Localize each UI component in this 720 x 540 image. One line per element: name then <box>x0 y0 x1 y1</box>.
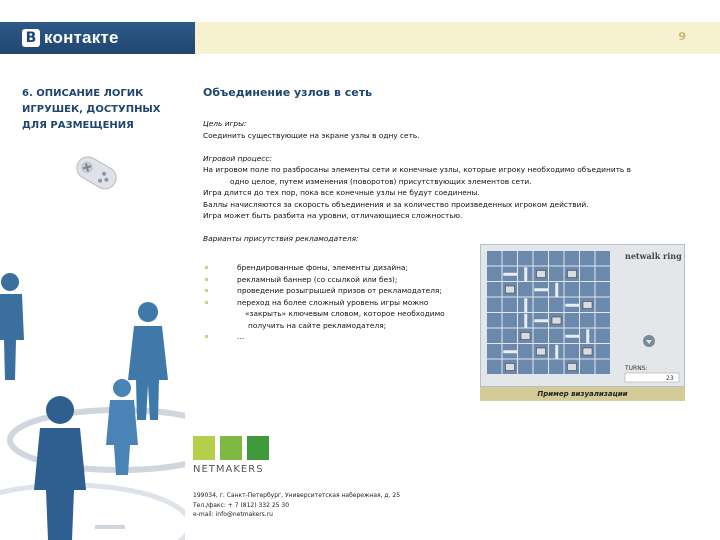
logo-text: контакте <box>44 28 119 47</box>
network-pipe <box>524 298 527 312</box>
list-item: переход на более сложный уровень игры можно «закрыть» ключевым словом, которое необходимо получить на сайте рекламодателя; <box>203 297 468 332</box>
rotate-icon <box>643 335 655 347</box>
network-node <box>506 286 515 293</box>
game-description <box>203 118 703 245</box>
board-cell <box>487 251 502 266</box>
network-pipe <box>586 329 589 343</box>
ad-heading: Варианты присутствия рекламодателя: <box>203 234 359 243</box>
board-cell <box>518 360 533 375</box>
board-cell <box>565 282 580 297</box>
network-node <box>537 348 546 355</box>
network-node <box>583 302 592 309</box>
network-pipe <box>524 267 527 281</box>
network-node <box>506 364 515 371</box>
board-cell <box>596 282 611 297</box>
board-cell <box>596 313 611 328</box>
board-cell <box>503 251 518 266</box>
board-cell <box>487 329 502 344</box>
board-cell <box>596 360 611 375</box>
board-cell <box>596 344 611 359</box>
board-cell <box>518 282 533 297</box>
board-cell <box>580 282 595 297</box>
board-cell <box>596 251 611 266</box>
board-cell <box>596 267 611 282</box>
board-cell <box>549 267 564 282</box>
board-cell <box>580 267 595 282</box>
board-cell <box>565 344 580 359</box>
list-item: проведение розыгрышей призов от рекламодателя; <box>203 285 468 297</box>
gamepad-icon <box>72 150 122 195</box>
list-item: брендированные фоны, элементы дизайна; <box>203 262 468 274</box>
logo-letter: В <box>22 29 40 47</box>
address: 199034, г. Санкт-Петербург, Университетская набережная, д. 25 <box>193 492 401 499</box>
network-pipe <box>565 335 579 338</box>
network-pipe <box>524 314 527 328</box>
section-title: 6. ОПИСАНИЕ ЛОГИК ИГРУШЕК, ДОСТУПНЫХ ДЛЯ РАЗМЕЩЕНИЯ <box>22 88 161 131</box>
network-node <box>552 317 561 324</box>
network-node <box>568 364 577 371</box>
board-cell <box>487 282 502 297</box>
process-line: Игра длится до тех пор, пока все конечные узлы не будут соединены. <box>203 188 480 197</box>
network-people-illustration <box>0 270 185 540</box>
board-cell <box>534 360 549 375</box>
board-cell <box>487 344 502 359</box>
list-item: … <box>203 331 468 343</box>
process-line: На игровом поле по разбросаны элементы сети и конечные узлы, которые игроку необходимо объединить в <box>203 165 631 174</box>
network-node <box>521 333 530 340</box>
page-number: 9 <box>678 30 686 43</box>
phone: Тел./факс: + 7 (812) 332 25 30 <box>193 501 290 509</box>
board-cell <box>534 251 549 266</box>
network-pipe <box>565 304 579 307</box>
board-cell <box>565 251 580 266</box>
network-pipe <box>555 283 558 297</box>
netmakers-logo <box>193 436 273 462</box>
board-cell <box>580 360 595 375</box>
list-item: рекламный баннер (со ссылкой или без); <box>203 274 468 286</box>
contact-info <box>193 491 400 520</box>
board-cell <box>580 251 595 266</box>
process-line: Игра может быть разбита на уровни, отличающиеся сложностью. <box>203 211 463 220</box>
board-cell <box>549 298 564 313</box>
network-node <box>583 348 592 355</box>
turns-value: 23 <box>666 375 674 382</box>
email-link[interactable]: e-mail: info@netmakers.ru <box>193 511 273 518</box>
game-caption: Пример визуализации <box>480 387 685 401</box>
netmakers-wordmark: NETMAKERS <box>193 464 264 475</box>
game-screenshot <box>480 244 685 387</box>
main-title: Объединение узлов в сеть <box>203 86 373 99</box>
goal-text: Соединить существующие на экране узлы в одну сеть. <box>203 130 420 140</box>
process-line: Баллы начисляются за скорость объединения и за количество произведенных игроком действий. <box>203 199 589 209</box>
goal-heading: Цель игры: <box>203 119 247 128</box>
network-node <box>568 271 577 278</box>
process-line: одно целое, путем изменения (поворотов) присутствующих элементов сети. <box>230 176 532 186</box>
board-cell <box>518 344 533 359</box>
network-pipe <box>534 319 548 322</box>
board-cell <box>487 298 502 313</box>
board-cell <box>549 360 564 375</box>
network-node <box>537 271 546 278</box>
board-cell <box>596 298 611 313</box>
process-heading: Игровой процесс: <box>203 153 272 163</box>
board-cell <box>503 313 518 328</box>
board-cell <box>487 360 502 375</box>
board-cell <box>487 267 502 282</box>
network-pipe <box>503 273 517 276</box>
ad-options-list <box>203 262 468 343</box>
network-pipe <box>503 350 517 353</box>
board-cell <box>580 313 595 328</box>
board-cell <box>503 298 518 313</box>
board-cell <box>518 251 533 266</box>
board-cell <box>596 329 611 344</box>
board-cell <box>534 329 549 344</box>
board-cell <box>487 313 502 328</box>
netwalk-board <box>481 245 684 386</box>
turns-label: TURNS: <box>625 365 648 372</box>
network-pipe <box>534 288 548 291</box>
game-title: netwalk ring <box>625 251 682 261</box>
board-cell <box>549 329 564 344</box>
network-pipe <box>555 345 558 359</box>
board-cell <box>565 313 580 328</box>
board-cell <box>503 329 518 344</box>
board-cell <box>549 251 564 266</box>
board-cell <box>534 298 549 313</box>
